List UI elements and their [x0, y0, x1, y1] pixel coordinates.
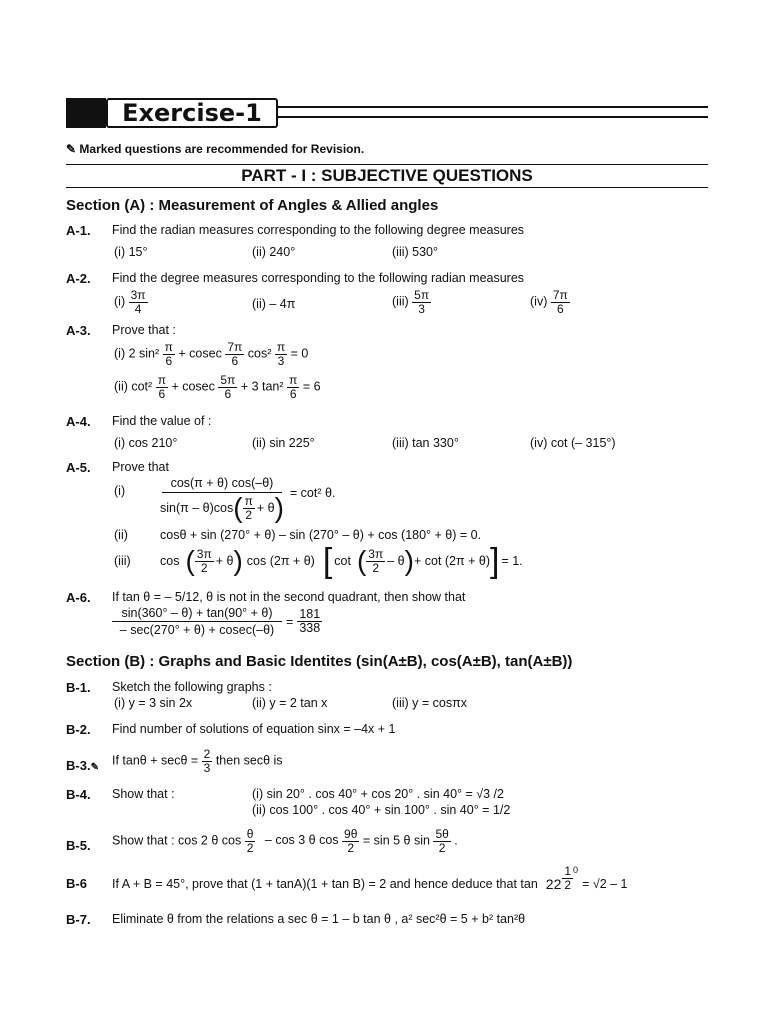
pencil-note-icon: ✎ — [90, 762, 99, 773]
question-text: Find number of solutions of equation sinx = –4x + 1 — [112, 722, 396, 736]
equation: (ii) cot² $\frac{\pi}{6}$ + cosec $\frac{5\pi}{6}$ + 3 tan² $\frac{\pi}{6}$ = 6 — [114, 373, 321, 401]
big-fraction: sin(360° – θ) + tan(90° + θ) – sec(270° + θ) + cosec(–θ) = $\frac{181}{338}$ — [112, 606, 322, 637]
question-label: B-1. — [66, 680, 91, 695]
option: (i) y = 3 sin 2x — [114, 696, 193, 710]
equation: cos ( 3π 2 + θ ) cos (2π + θ) [ cot ( 3π 2 – θ ) + cot (2π + θ) ] = 1. — [160, 542, 523, 580]
header-rule-bottom — [278, 116, 708, 118]
question-label: A-5. — [66, 460, 91, 475]
question-label: B-4. — [66, 787, 91, 802]
option: (ii) y = 2 tan x — [252, 696, 328, 710]
equation: (ii) cos 100° . cos 40° + sin 100° . sin 40° = 1/2 — [252, 803, 511, 817]
question-label: B-5. — [66, 838, 91, 853]
option: (ii) sin 225° — [252, 436, 315, 450]
question-label: B-2. — [66, 722, 91, 737]
part-bottom-rule — [66, 187, 708, 188]
exercise-title: Exercise-1 — [122, 99, 262, 127]
question-label: A-6. — [66, 590, 91, 605]
equation: cosθ + sin (270° + θ) – sin (270° – θ) + cos (180° + θ) = 0. — [160, 528, 482, 542]
question-text: Find the value of : — [112, 414, 212, 428]
header-rule-top — [278, 106, 708, 108]
option: (iii) y = cosπx — [392, 696, 467, 710]
part-title: PART - I : SUBJECTIVE QUESTIONS — [241, 166, 533, 185]
question-text: Prove that : — [112, 323, 176, 337]
option: (iii) $\frac{5\pi}{3}$ — [392, 288, 430, 316]
question-text: Eliminate θ from the relations a sec θ = 1 – b tan θ , a² sec²θ = 5 + b² tan²θ — [112, 912, 526, 926]
fraction: $\frac{3\pi}{4}$ — [130, 288, 146, 316]
question-label: A-2. — [66, 271, 91, 286]
option: (i) $\frac{3\pi}{4}$ — [114, 288, 146, 316]
question-text: If tan θ = – 5/12, θ is not in the second quadrant, then show that — [112, 590, 466, 604]
sub-label: (ii) — [114, 528, 128, 542]
question-label: A-4. — [66, 414, 91, 429]
sub-label: (iii) — [114, 554, 131, 568]
revision-note: ✎ Marked questions are recommended for Revision. — [66, 142, 365, 156]
question-label: B-3.✎ — [66, 758, 99, 773]
pencil-note-icon: ✎ — [66, 142, 77, 156]
option: (iii) tan 330° — [392, 436, 459, 450]
option: (iv) $\frac{7\pi}{6}$ — [530, 288, 568, 316]
sub-label: (i) — [114, 484, 126, 498]
option: (ii) 240° — [252, 245, 296, 259]
header-title-box — [106, 98, 278, 128]
fraction: $\frac{5\pi}{3}$ — [414, 288, 430, 316]
question-label: B-6 — [66, 876, 87, 891]
question-label: A-1. — [66, 223, 91, 238]
question-text: Find the radian measures corresponding to the following degree measures — [112, 223, 525, 237]
question-label: B-7. — [66, 912, 91, 927]
option: (i) 15° — [114, 245, 148, 259]
big-fraction: cos(π + θ) cos(–θ) sin(π – θ)cos ( π 2 + θ ) = cot² θ. — [160, 476, 336, 523]
part-top-rule — [66, 164, 708, 165]
question-text: If tanθ + secθ = $\frac{2}{3}$ then secθ is — [112, 747, 283, 775]
header-bar-left — [66, 98, 106, 128]
option: (i) cos 210° — [114, 436, 178, 450]
section-a-title: Section (A) : Measurement of Angles & Allied angles — [66, 197, 439, 214]
question-text: Prove that — [112, 460, 169, 474]
equation: (i) 2 sin² $\frac{\pi}{6}$ + cosec $\frac{7\pi}{6}$ cos² $\frac{\pi}{3}$ = 0 — [114, 340, 309, 368]
section-b-title: Section (B) : Graphs and Basic Identites (sin(A±B), cos(A±B), tan(A±B)) — [66, 653, 573, 670]
question-label: A-3. — [66, 323, 91, 338]
question-text: Show that : cos 2 θ cos $\frac{\theta}{2}$ – cos 3 θ cos $\frac{9\theta}{2}$ = sin 5 θ sin $\frac{5\theta}{2}$ . — [112, 827, 458, 855]
option: (ii) – 4π — [252, 297, 296, 311]
equation: (i) sin 20° . cos 40° + cos 20° . sin 40° = √3 /2 — [252, 787, 504, 801]
question-text: Find the degree measures corresponding to the following radian measures — [112, 271, 525, 285]
option: (iv) cot (– 315°) — [530, 436, 616, 450]
question-text: Show that : — [112, 787, 175, 801]
option: (iii) 530° — [392, 245, 438, 259]
question-text: Sketch the following graphs : — [112, 680, 272, 694]
exercise-header — [66, 98, 708, 128]
fraction: $\frac{7\pi}{6}$ — [552, 288, 568, 316]
question-text: If A + B = 45°, prove that (1 + tanA)(1 + tan B) = 2 and hence deduce that tan 22 1 2 0 = √2 – 1 — [112, 863, 628, 892]
